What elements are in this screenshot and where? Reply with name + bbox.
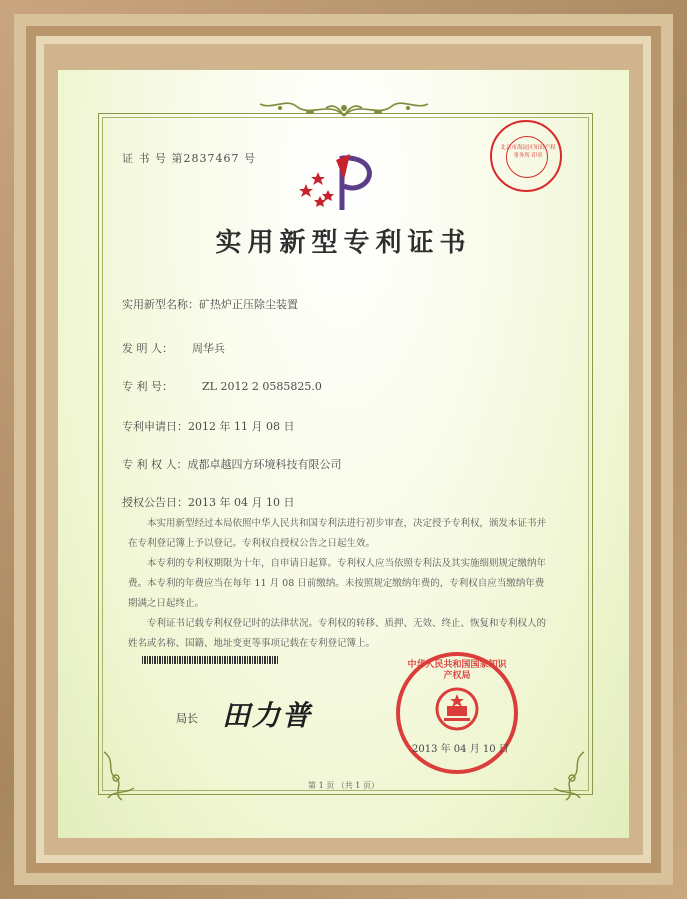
seal-date: 2013 年 04 月 10 日 [412,744,509,755]
field-label: 发 明 人： [122,342,173,355]
field-label: 专利申请日： [122,420,188,433]
field-value: 矿热炉正压除尘装置 [199,298,298,311]
seal-text: 中华人民共和国国家知识产权局 [407,660,507,681]
field-label: 专 利 号： [122,380,173,393]
cert-no-label: 证 书 号 第 [122,152,184,165]
national-emblem-icon [434,686,480,732]
field-value: 成都卓越四方环境科技有限公司 [187,458,342,471]
top-ornament-icon [250,96,438,122]
field-label: 实用新型名称： [122,298,199,311]
certificate-number [122,150,256,166]
cert-no-value: 2837467 [183,152,240,165]
field-apply-date [122,418,294,434]
field-label: 专 利 权 人： [122,458,188,471]
director-label: 局长 [176,712,198,725]
body-paragraph: 本实用新型经过本局依照中华人民共和国专利法进行初步审查，决定授予专利权，颁发本证书并在专利登记簿上予以登记。专利权自授权公告之日起生效。 [128,518,547,549]
field-patent-number [122,378,322,394]
field-value: ZL 2012 2 0585825.0 [202,380,322,393]
field-inventor [122,340,225,356]
field-grant-date [122,494,294,510]
field-value: 2013 年 04 月 10 日 [188,496,295,509]
corner-ornament-icon [548,748,588,804]
agency-stamp-text: 北京市海淀区知识产权事务所 印章 [500,145,556,159]
certificate-title: 实用新型专利证书 [215,228,472,258]
field-value: 周华兵 [192,342,225,355]
field-value: 2012 年 11 月 08 日 [188,420,295,433]
cert-no-suffix: 号 [244,152,256,165]
field-name [122,296,298,312]
agency-stamp [490,120,562,192]
barcode [142,656,278,664]
field-holder [122,456,342,472]
page-footer: 第 1 页 （共 1 页） [308,781,379,790]
body-paragraph: 本专利的专利权期限为十年，自申请日起算。专利权人应当依照专利法及其实施细则规定缴纳年费。本专利的年费应当在每年 11 月 08 日前缴纳。未按照规定缴纳年费的，专利权自应当缴纳年费期满之日起终止。 [128,558,547,609]
body-paragraph: 专利证书记载专利权登记时的法律状况。专利权的转移、质押、无效、终止、恢复和专利权人的姓名或名称、国籍、地址变更等事项记载在专利登记簿上。 [128,618,547,649]
official-seal [396,652,518,774]
certificate-border-inner [102,117,589,791]
field-label: 授权公告日： [122,496,188,509]
director-signature: 田力普 [222,699,313,732]
patent-office-logo-icon [298,150,380,216]
corner-ornament-icon [100,748,140,804]
